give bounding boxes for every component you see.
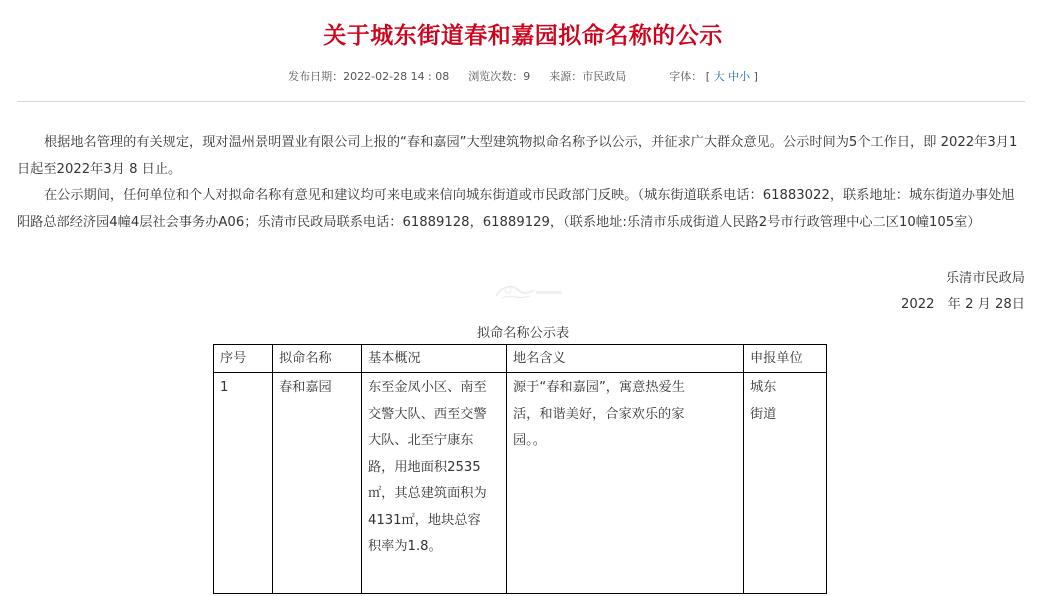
page-title: 关于城东街道春和嘉园拟命名称的公示 — [323, 23, 723, 49]
font-size-open-bracket: [ — [705, 70, 711, 83]
column-header-name: 拟命名称 — [273, 345, 362, 373]
meaning-line: 园。。 — [513, 433, 546, 448]
table-caption: 拟命名称公示表 — [476, 326, 570, 341]
overview-line: 路，用地面积2535 — [368, 459, 481, 475]
column-header-unit: 申报单位 — [744, 345, 827, 373]
source-value: 市民政局 — [582, 70, 627, 83]
header-divider — [17, 101, 1025, 102]
column-header-no: 序号 — [214, 345, 273, 373]
meaning-line: 源于“春和嘉园”，寓意热爱生 — [513, 380, 685, 395]
font-size-label: 字体： — [669, 70, 703, 83]
paragraph-contact — [17, 183, 1027, 236]
cell-name: 春和嘉园 — [273, 373, 362, 594]
column-header-meaning: 地名含义 — [507, 345, 744, 373]
views-count: 9 — [523, 70, 531, 83]
overview-line: ㎡，其总建筑面积为 — [368, 486, 487, 501]
table-header-row — [214, 345, 827, 373]
overview-line: 积率为1.8。 — [368, 539, 442, 554]
font-size-large-link[interactable]: 大 — [713, 70, 725, 83]
cell-meaning — [507, 373, 744, 594]
font-size-close-bracket: ] — [753, 70, 758, 83]
cell-no: 1 — [214, 373, 273, 594]
overview-line: 交警大队、西至交警 — [368, 406, 487, 422]
watermark-logo-icon — [488, 278, 568, 304]
font-size-small-link[interactable]: 小 — [739, 70, 751, 83]
font-size-medium-link[interactable]: 中 — [728, 70, 740, 83]
signature-block — [901, 266, 1025, 318]
overview-line: 4131㎡，地块总容 — [368, 512, 481, 528]
views-label: 浏览次数： — [468, 70, 524, 83]
paragraph-notice — [17, 130, 1027, 183]
paragraph-notice-text: 根据地名管理的有关规定，现对温州景明置业有限公司上报的“春和嘉园”大型建筑物拟命名称予以公示，并征求广大群众意见。公示时间为5个工作日，即 2022年3月1日起至2022年3月 8 日止。 — [17, 135, 1018, 177]
overview-line: 东至金凤小区、南至 — [368, 380, 487, 395]
source-label: 来源： — [549, 70, 583, 83]
sign-date: 2022 年 2 月 28日 — [900, 297, 1025, 312]
publish-date-label: 发布日期： — [288, 70, 344, 83]
cell-overview — [362, 373, 507, 594]
unit-line: 街道 — [750, 406, 777, 422]
paragraph-contact-text: 在公示期间，任何单位和个人对拟命名称有意见和建议均可来电或来信向城东街道或市民政部门反映。（城东街道联系电话：61883022，联系地址：城东街道办事处旭阳路总部经济园4幢4层社会事务办A06；乐清市民政局联系电话：61889128，61889129，（联系地址:乐清市乐成街道人民路2号市行政管理中心二区10幢105室） — [17, 188, 1015, 230]
column-header-overview: 基本概况 — [362, 345, 507, 373]
publish-date: 2022-02-28 14 : 08 — [343, 70, 450, 83]
cell-unit — [744, 373, 827, 594]
signer-name: 乐清市民政局 — [945, 271, 1025, 286]
article-meta — [0, 68, 1046, 84]
table-row — [214, 373, 827, 594]
meaning-line: 活，和谐美好，合家欢乐的家 — [513, 406, 685, 422]
overview-line: 大队、北至宁康东 — [368, 433, 474, 448]
naming-table — [213, 344, 827, 594]
unit-line: 城东 — [750, 380, 777, 395]
